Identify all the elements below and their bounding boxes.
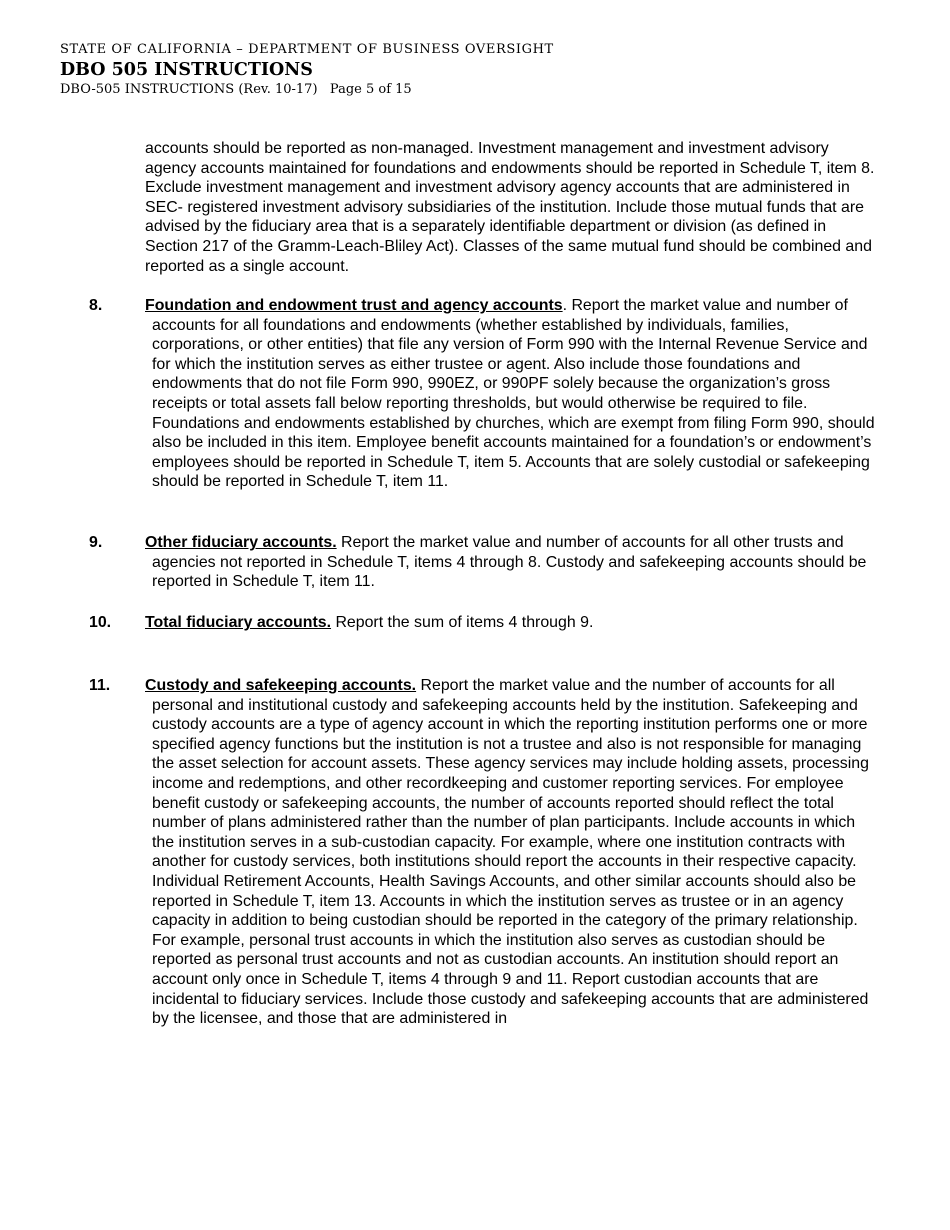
item-number: 8.	[89, 297, 103, 314]
page-header	[60, 42, 554, 98]
revision-line	[60, 82, 554, 98]
item-title: Foundation and endowment trust and agency accounts	[145, 297, 563, 314]
item-paragraph	[145, 613, 879, 633]
list-item	[89, 676, 879, 1029]
page-number: Page 5 of 15	[329, 82, 412, 97]
intro-paragraph: accounts should be reported as non-managed. Investment management and investment advisory agency accounts maintained for foundations and endowments should be reported in Schedule T, item 8. Exclude investment management and investment advisory agency accounts that are administered in SEC- registered investment advisory subsidiaries of the institution. Include those mutual funds that are advised by the fiduciary area that is a separately identifiable department or division (as defined in Section 217 of the Gramm-Leach-Bliley Act). Classes of the same mutual fund should be combined and reported as a single account.	[145, 140, 875, 275]
item-text: . Report the market value and number of accounts for all foundations and endowments (whether established by individuals, families, corporations, or other entities) that file any version of Form 990 with the Internal Revenue Service and for which the institution serves as either trustee or agent. Also include those foundations and endowments that do not file Form 990, 990EZ, or 990PF solely because the organization’s gross receipts or total assets fall below reporting thresholds, but would otherwise be required to file. Foundations and endowments established by churches, which are exempt from filing Form 990, should also be included in this item. Employee benefit accounts maintained for a foundation’s or endowment’s employees should be reported in Schedule T, item 5. Accounts that are solely custodial or safekeeping should be reported in Schedule T, item 11.	[152, 297, 875, 491]
item-text: Report the sum of items 4 through 9.	[331, 614, 594, 631]
item-paragraph	[145, 296, 879, 492]
item-title: Other fiduciary accounts.	[145, 534, 337, 551]
list-item	[89, 533, 879, 592]
item-text: Report the market value and number of accounts for all other trusts and agencies not reported in Schedule T, items 4 through 8. Custody and safekeeping accounts should be reported in Schedule T, item 11.	[152, 534, 867, 591]
document-title: DBO 505 INSTRUCTIONS	[60, 60, 313, 80]
item-number: 11.	[89, 677, 111, 694]
list-item	[89, 296, 879, 492]
item-paragraph	[145, 676, 879, 1029]
item-number: 10.	[89, 614, 112, 631]
item-text: Report the market value and the number of accounts for all personal and institutional custody and safekeeping accounts held by the institution. Safekeeping and custody accounts are a type of agency account in which the reporting institution performs one or more specified agency functions but the institution is not a trustee and also is not responsible for managing the asset selection for account assets. These agency services may include holding assets, processing income and redemptions, and other recordkeeping and customer reporting services. For employee benefit custody or safekeeping accounts, the number of accounts reported should reflect the total number of plans administered rather than the number of plan participants. Include accounts in which the institution serves in a sub-custodian capacity. For example, where one institution contracts with another for custody services, both institutions should report the accounts in their respective capacity. Individual Retirement Accounts, Health Savings Accounts, and other similar accounts should also be reported in Schedule T, item 13. Accounts in which the institution serves as trustee or in an agency capacity in addition to being custodian should be reported in the category of the primary relationship. For example, personal trust accounts in which the institution also serves as custodian should be reported as personal trust accounts and not as custodian accounts. An institution should report an account only once in Schedule T, items 4 through 9 and 11. Report custodian accounts that are incidental to fiduciary services. Include those custody and safekeeping accounts that are administered by the licensee, and those that are administered in	[152, 677, 869, 1028]
item-number: 9.	[89, 534, 103, 551]
item-title: Total fiduciary accounts.	[145, 614, 332, 631]
item-paragraph	[145, 533, 879, 592]
item-title: Custody and safekeeping accounts.	[145, 677, 417, 694]
revision-label: DBO-505 INSTRUCTIONS (Rev. 10-17)	[60, 82, 318, 97]
agency-name: STATE OF CALIFORNIA – DEPARTMENT OF BUSINESS OVERSIGHT	[60, 42, 554, 57]
list-item	[89, 613, 879, 633]
